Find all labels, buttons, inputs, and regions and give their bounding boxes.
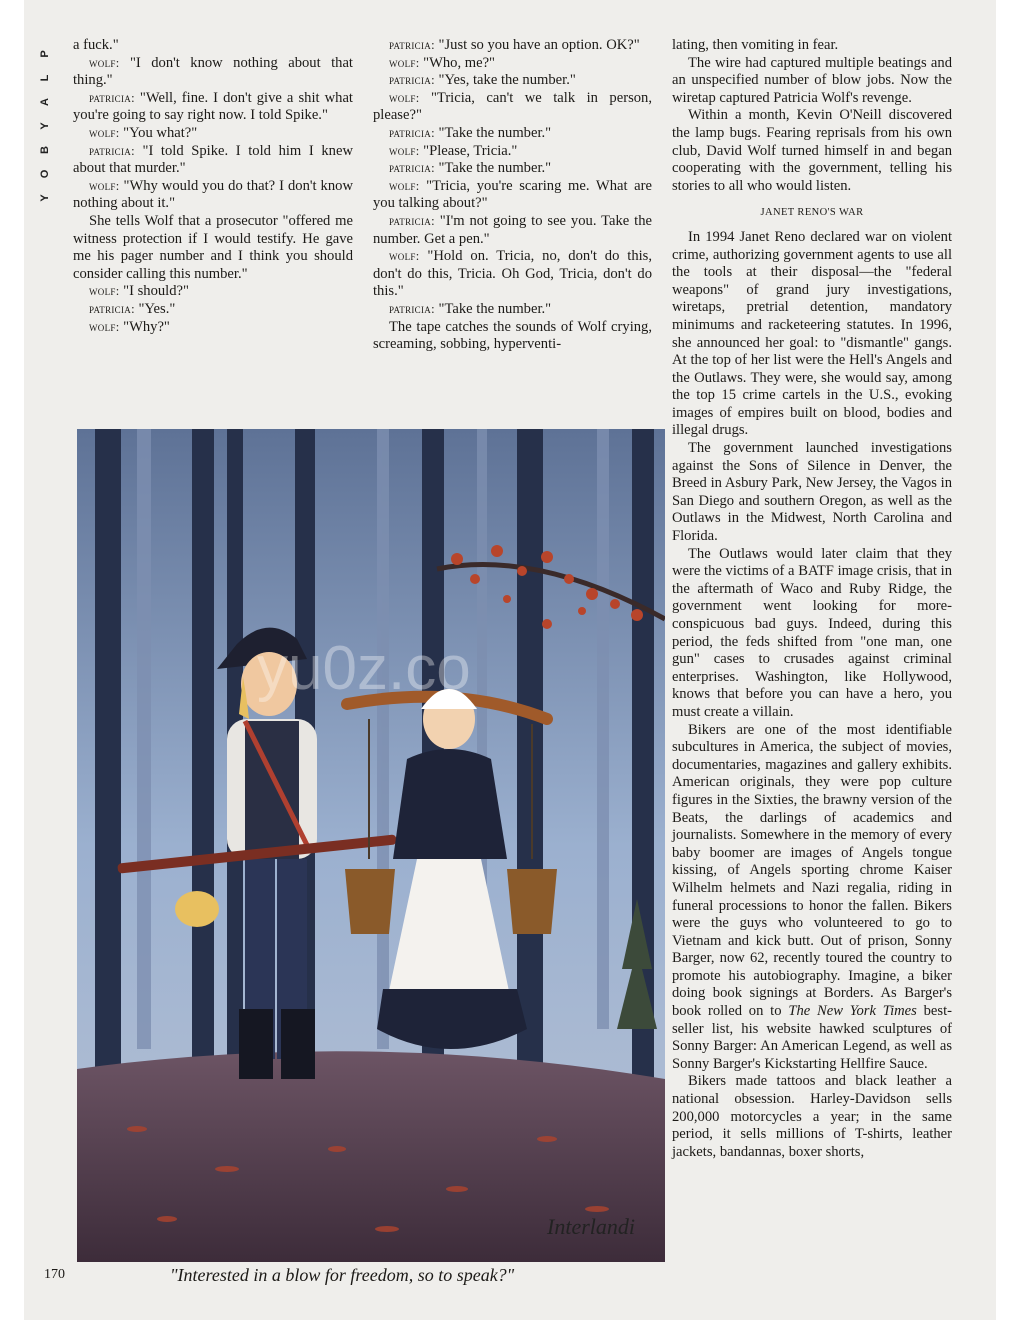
speaker-label: patricia: <box>389 73 435 88</box>
paragraph <box>73 125 353 143</box>
paragraph <box>73 37 353 55</box>
paragraph <box>373 125 652 143</box>
paragraph-text: "Take the number." <box>434 124 552 141</box>
paragraph <box>373 178 652 213</box>
sidebar-letter: P <box>39 50 51 58</box>
paragraph-text: The tape catches the sounds of Wolf crying, screaming, sobbing, hyperventi- <box>373 318 652 353</box>
paragraph-text: "You what?" <box>119 124 198 141</box>
paragraph <box>672 55 952 108</box>
paragraph <box>73 319 353 337</box>
speaker-label: patricia: <box>389 213 435 228</box>
speaker-label: wolf: <box>389 249 420 264</box>
paragraph-text: "Just so you have an option. OK?" <box>434 37 640 53</box>
speaker-label: wolf: <box>89 55 120 70</box>
paragraph-text: "I told Spike. I told him I knew about that murder." <box>73 142 353 177</box>
paragraph-text: "Well, fine. I don't give a shit what you're going to say right now. I told Spike." <box>73 89 353 124</box>
paragraph <box>373 213 652 248</box>
paragraph <box>373 143 652 161</box>
watermark-text: yu0z.co <box>257 634 471 703</box>
paragraph <box>672 107 952 195</box>
sidebar-letter: L <box>39 74 51 82</box>
sidebar-letter: Y <box>39 122 51 130</box>
paragraph-text: Bikers are one of the most identifiable subcultures in America, the subject of movies, documentaries, magazines and gallery exhibits. American originals, they were pop culture figures in the Sixties, the brawny version of the Beats, the darlings of academics and journalists. Somewhere in the memory of every baby boomer are images of Angels tongue kissing, of Angels sporting chrome Kaiser Wilhelm helmets and Nazi regalia, riding in funeral processions to honor the fallen. Bikers were the guys who volunteered to go to Vietnam and kick butt. Out of prison, Sonny Barger, now 62, recently toured the country to promote his autobiography. Imagine, a biker doing book signings at Borders. As Barger's book rolled on to <box>672 721 952 1020</box>
speaker-label: patricia: <box>89 90 135 105</box>
paragraph <box>73 90 353 125</box>
paragraph <box>73 213 353 283</box>
speaker-label: wolf: <box>389 178 420 193</box>
paragraph <box>672 440 952 546</box>
paragraph-text: In 1994 Janet Reno declared war on violent crime, authorizing government agents to use all the tools at their disposal—the "federal weapons" of grand jury investigations, wiretaps, pretrial detention, mandatory minimums and racketeering statutes. In 1996, she announced her goal: to "dismantle" gangs. At the top of her list were the Hell's Angels and the Outlaws. They were, she would say, among the top 15 crime cartels in the U.S., evoking images of empires built on blood, bodies and illegal drugs. <box>672 228 952 439</box>
speaker-label: patricia: <box>89 301 135 316</box>
paragraph <box>373 55 652 73</box>
paragraph <box>73 143 353 178</box>
speaker-label: wolf: <box>389 143 420 158</box>
paragraph <box>373 90 652 125</box>
cartoon-caption: "Interested in a blow for freedom, so to speak?" <box>170 1265 515 1285</box>
paragraph-text: "Why?" <box>119 318 170 335</box>
paragraph-text: "Why would you do that? I don't know nothing about it." <box>73 177 353 212</box>
cartoon-illustration <box>77 429 665 1262</box>
paragraph-text: She tells Wolf that a prosecutor "offered me witness protection if I would testify. He gave me his pager number and I think you should consider calling this number." <box>73 212 353 282</box>
paragraph <box>73 283 353 301</box>
paragraph-text: Bikers made tattoos and black leather a national obsession. Harley-Davidson sells 200,000 motorcycles a year; in the same period, it sells millions of T-shirts, leather jackets, bandannas, boxer shorts, <box>672 1073 952 1160</box>
paragraph-text: "Take the number." <box>434 160 552 177</box>
paragraph <box>373 37 652 55</box>
sidebar-letter: O <box>39 169 51 179</box>
artist-signature: Interlandi <box>547 1214 635 1239</box>
paragraph-text: "Tricia, can't we talk in person, please?" <box>373 89 652 124</box>
paragraph-text: "Who, me?" <box>419 54 496 71</box>
paragraph-text: "Yes, take the number." <box>434 72 576 89</box>
sidebar-letter: A <box>39 98 51 106</box>
section-heading: JANET RENO'S WAR <box>760 207 864 219</box>
speaker-label: wolf: <box>89 319 120 334</box>
paragraph-text: "Tricia, you're scaring me. What are you talking about?" <box>373 177 652 212</box>
paragraph <box>73 55 353 90</box>
paragraph-text: The wire had captured multiple beatings and an unspecified number of blow jobs. Now the wiretap captured Patricia Wolf's revenge. <box>672 54 952 106</box>
paragraph-text: a fuck." <box>73 37 119 53</box>
speaker-label: patricia: <box>389 161 435 176</box>
speaker-label: wolf: <box>89 125 120 140</box>
paragraph <box>373 72 652 90</box>
paragraph <box>672 37 952 55</box>
paragraph <box>73 178 353 213</box>
page-number: 170 <box>44 1267 65 1282</box>
paragraph <box>373 248 652 301</box>
speaker-label: wolf: <box>89 284 120 299</box>
paragraph-text: "Yes." <box>134 300 176 317</box>
speaker-label: patricia: <box>389 125 435 140</box>
paragraph <box>672 546 952 722</box>
speaker-label: wolf: <box>389 90 420 105</box>
paragraph-text: "I should?" <box>119 283 189 300</box>
speaker-label: patricia: <box>389 301 435 316</box>
paragraph-text: The Outlaws would later claim that they were the victims of a BATF image crisis, that in the aftermath of Waco and Ruby Ridge, the government went looking for more-conspicuous bad guys. Indeed, during this period, the feds shifted from "one man, one gun" cases to crusades against criminal enterprises. Washington, like Hollywood, knows that before you can have a hero, you must create a villain. <box>672 545 952 720</box>
paragraph-text: "Take the number." <box>434 300 552 317</box>
paragraph <box>373 160 652 178</box>
paragraph-text: "I'm not going to see you. Take the number. Get a pen." <box>373 212 652 247</box>
paragraph-text: best-seller list, his website hawked sculptures of Sonny Barger: An American Legend, as well as Sonny Barger's Kickstarting Hellfire Sauce. <box>672 1003 952 1072</box>
playboy-sidebar-logo <box>39 42 58 210</box>
sidebar-letter: Y <box>39 194 51 202</box>
text-column-1 <box>73 37 353 336</box>
paragraph-text: lating, then vomiting in fear. <box>672 37 839 53</box>
paragraph-text: "I don't know nothing about that thing." <box>73 54 353 89</box>
text-column-2 <box>373 37 652 354</box>
forest-scene-svg <box>77 429 665 1262</box>
paragraph <box>672 229 952 440</box>
text-column-3 <box>672 37 952 1161</box>
paragraph <box>73 301 353 319</box>
paragraph <box>373 301 652 319</box>
speaker-label: patricia: <box>89 143 135 158</box>
paragraph-text: Within a month, Kevin O'Neill discovered the lamp bugs. Fearing reprisals from his own club, David Wolf turned himself in and began cooperating with the government, telling his stories to all who would listen. <box>672 107 952 194</box>
paragraph-text: "Hold on. Tricia, no, don't do this, don't do this, Tricia. Oh God, Tricia, don't do this." <box>373 248 652 300</box>
sidebar-letter: B <box>39 146 51 154</box>
paragraph-text: The government launched investigations against the Sons of Silence in Denver, the Breed in Asbury Park, New Jersey, the Vagos in San Diego and southern Oregon, as well as the Outlaws in the Midwest, North Carolina and Florida. <box>672 440 952 545</box>
speaker-label: wolf: <box>89 178 120 193</box>
paragraph <box>672 722 952 1074</box>
paragraph-text: "Please, Tricia." <box>419 142 518 159</box>
paragraph <box>373 319 652 354</box>
speaker-label: wolf: <box>389 55 420 70</box>
paragraph <box>672 1073 952 1161</box>
newspaper-title: The New York Times <box>788 1003 917 1020</box>
speaker-label: patricia: <box>389 38 435 52</box>
